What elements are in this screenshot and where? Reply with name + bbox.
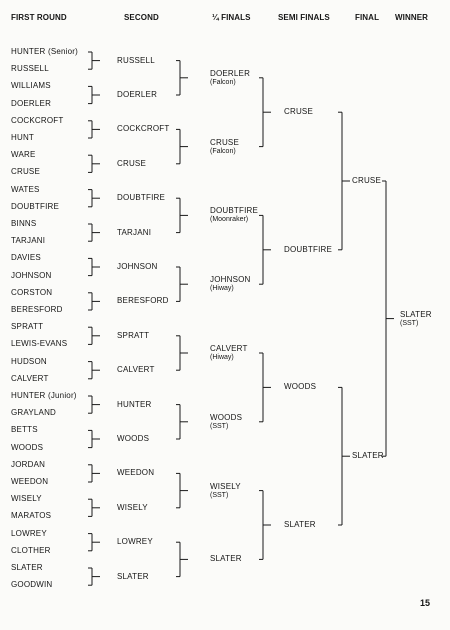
quarter-final-entry-team: (Hiway)	[210, 354, 234, 361]
semi-final-entry-name: DOUBTFIRE	[284, 244, 333, 254]
quarter-final-entry-name: DOUBTFIRE	[210, 206, 259, 216]
first-round-entry-name: BINNS	[11, 219, 37, 228]
first-round-entry	[11, 580, 52, 590]
first-round-entry-name: DAVIES	[11, 253, 41, 263]
quarter-final-entry-team: (Falcon)	[210, 147, 236, 155]
final-entry-name: SLATER	[352, 451, 384, 461]
second-round-entry-name: WOODS	[117, 434, 150, 443]
first-round-entry	[11, 339, 67, 349]
quarter-final-entry-name: CRUSE	[210, 137, 240, 147]
first-round-entry	[11, 288, 52, 298]
first-round-entry	[11, 477, 48, 487]
first-round-entry-name: WEEDON	[11, 477, 49, 486]
header-winner: WINNER	[395, 13, 429, 22]
first-round-entry	[11, 81, 51, 91]
first-round-entry	[11, 133, 34, 143]
quarter-final-entry	[210, 206, 258, 224]
semi-final-entry	[284, 107, 313, 117]
first-round-entry	[11, 150, 36, 160]
first-round-entry-name: TARJANI	[11, 236, 46, 246]
first-round-entry-name: HUDSON	[11, 356, 47, 366]
second-round-entry-name: SLATER	[117, 571, 149, 581]
second-round-entry	[117, 365, 155, 375]
first-round-entry-name: BETTS	[11, 425, 38, 435]
semi-final-entry	[284, 245, 332, 255]
second-round-entry	[117, 503, 148, 513]
final-entry	[352, 176, 381, 186]
first-round-entry-name: CALVERT	[11, 373, 49, 383]
second-round-entry	[117, 124, 169, 134]
first-round-entry	[11, 236, 45, 246]
quarter-final-entry-name: DOERLER	[210, 68, 251, 78]
second-round-entry	[117, 193, 165, 203]
second-round-entry-name: TARJANI	[117, 227, 152, 237]
second-round-entry	[117, 90, 157, 100]
header-semi-finals: SEMI FINALS	[278, 13, 330, 22]
first-round-entry-name: CRUSE	[11, 167, 41, 177]
second-round-entry-name: LOWREY	[117, 537, 153, 547]
first-round-entry-name: CORSTON	[11, 287, 53, 297]
first-round-entry	[11, 167, 40, 177]
first-round-entry	[11, 494, 42, 504]
quarter-final-entry	[210, 69, 250, 87]
second-round-entry-name: BERESFORD	[117, 296, 169, 306]
first-round-entry	[11, 116, 63, 126]
first-round-entry-name: DOERLER	[11, 98, 52, 108]
quarter-final-entry	[210, 344, 248, 362]
first-round-entry-name: HUNTER (Junior)	[11, 391, 77, 400]
second-round-entry-name: SPRATT	[117, 330, 150, 340]
second-round-entry-name: RUSSELL	[117, 55, 155, 65]
first-round-entry	[11, 202, 59, 212]
first-round-entry-name: GOODWIN	[11, 580, 53, 590]
semi-final-entry-name: WOODS	[284, 382, 317, 392]
first-round-entry	[11, 529, 47, 539]
quarter-final-entry-name: WOODS	[210, 412, 243, 422]
first-round-entry	[11, 511, 51, 521]
semi-final-entry-name: SLATER	[284, 520, 316, 529]
final-entry-name: CRUSE	[352, 176, 382, 185]
first-round-entry	[11, 546, 51, 556]
first-round-entry-name: DOUBTFIRE	[11, 201, 60, 211]
quarter-final-entry	[210, 275, 251, 293]
semi-final-entry-name: CRUSE	[284, 107, 314, 117]
quarter-final-entry-name: SLATER	[210, 554, 242, 564]
quarter-final-entry	[210, 482, 241, 500]
first-round-entry-name: WISELY	[11, 494, 42, 504]
first-round-entry	[11, 460, 45, 470]
first-round-entry-name: WARE	[11, 150, 36, 160]
second-round-entry	[117, 572, 149, 582]
second-round-entry-name: CALVERT	[117, 365, 155, 375]
first-round-entry-name: WOODS	[11, 442, 44, 452]
second-round-entry	[117, 331, 149, 341]
first-round-entry	[11, 219, 36, 229]
second-round-entry-name: JOHNSON	[117, 262, 158, 271]
first-round-entry-name: HUNTER (Senior)	[11, 47, 79, 56]
first-round-entry-name: HUNT	[11, 133, 35, 142]
first-round-entry-name: GRAYLAND	[11, 408, 57, 418]
second-round-entry	[117, 262, 158, 272]
second-round-entry-name: DOUBTFIRE	[117, 193, 166, 203]
first-round-entry-name: MARATOS	[11, 511, 52, 521]
first-round-entry	[11, 253, 41, 263]
first-round-entry-name: LOWREY	[11, 528, 47, 538]
page-number: 15	[420, 598, 431, 608]
first-round-entry	[11, 322, 43, 332]
quarter-final-entry-team: (Moonraker)	[210, 216, 249, 224]
first-round-entry-name: JOHNSON	[11, 270, 52, 280]
header-quarter-finals: ¼ FINALS	[212, 13, 251, 22]
first-round-entry-name: JORDAN	[11, 459, 46, 469]
first-round-entry-name: SLATER	[11, 563, 43, 572]
quarter-final-entry	[210, 554, 242, 564]
quarter-final-entry-team: (SST)	[210, 422, 229, 430]
quarter-final-entry	[210, 413, 242, 431]
header-final: FINAL	[355, 13, 380, 22]
first-round-entry-name: WATES	[11, 184, 40, 194]
semi-final-entry	[284, 382, 316, 392]
first-round-entry	[11, 443, 43, 453]
second-round-entry	[117, 296, 169, 306]
second-round-entry-name: HUNTER	[117, 399, 152, 409]
second-round-entry-name: WEEDON	[117, 468, 155, 478]
first-round-entry	[11, 425, 38, 435]
second-round-entry-name: COCKCROFT	[117, 124, 170, 134]
first-round-entry-name: SPRATT	[11, 322, 44, 332]
first-round-entry	[11, 271, 52, 281]
quarter-final-entry-team: (Hiway)	[210, 285, 234, 293]
first-round-entry-name: LEWIS-EVANS	[11, 339, 68, 349]
quarter-final-entry-name: JOHNSON	[210, 275, 251, 285]
second-round-entry-name: CRUSE	[117, 158, 147, 168]
second-round-entry	[117, 56, 155, 66]
first-round-entry	[11, 408, 56, 418]
quarter-final-entry-name: WISELY	[210, 481, 241, 491]
second-round-entry	[117, 537, 153, 547]
second-round-entry	[117, 400, 152, 410]
quarter-final-entry-name: CALVERT	[210, 344, 248, 353]
winner-entry	[400, 310, 432, 328]
first-round-entry	[11, 64, 49, 74]
final-entry	[352, 451, 384, 461]
quarter-final-entry-team: (SST)	[210, 491, 229, 499]
second-round-entry	[117, 228, 151, 238]
second-round-entry-name: WISELY	[117, 502, 148, 512]
first-round-entry-name: RUSSELL	[11, 64, 49, 74]
first-round-entry-name: WILLIAMS	[11, 81, 51, 91]
header-first-round: FIRST ROUND	[11, 13, 67, 22]
semi-final-entry	[284, 520, 316, 530]
first-round-entry	[11, 357, 47, 367]
header-second: SECOND	[124, 13, 159, 22]
first-round-entry-name: CLOTHER	[11, 545, 51, 555]
first-round-entry	[11, 47, 78, 57]
winner-entry-name: SLATER	[400, 309, 432, 319]
first-round-entry	[11, 374, 49, 384]
second-round-entry-name: DOERLER	[117, 90, 158, 99]
first-round-entry	[11, 391, 77, 401]
first-round-entry	[11, 99, 51, 109]
first-round-entry	[11, 185, 40, 195]
second-round-entry	[117, 159, 146, 169]
second-round-entry	[117, 434, 149, 444]
second-round-entry	[117, 468, 154, 478]
first-round-entry-name: COCKCROFT	[11, 115, 64, 125]
quarter-final-entry-team: (Falcon)	[210, 78, 236, 86]
first-round-entry	[11, 563, 43, 573]
first-round-entry-name: BERESFORD	[11, 305, 63, 314]
quarter-final-entry	[210, 138, 239, 156]
winner-entry-team: (SST)	[400, 319, 419, 327]
first-round-entry	[11, 305, 63, 315]
